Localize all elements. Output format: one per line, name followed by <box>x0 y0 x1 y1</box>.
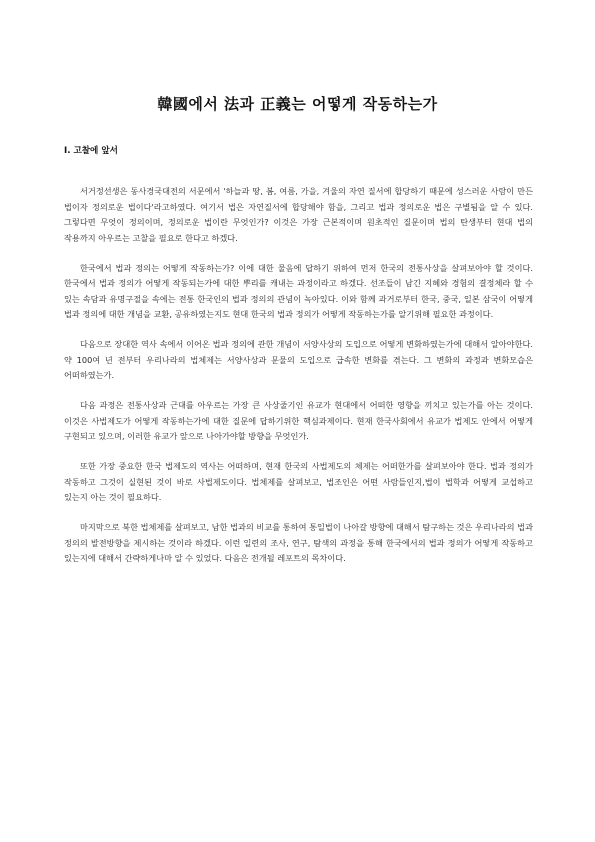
paragraph: 한국에서 법과 정의는 어떻게 작동하는가? 이에 대한 물음에 답하기 위하여 먼저 한국의 전통사상을 살펴보아야 할 것이다. 한국에서 법과 정의가 어떻게 작동되는가에 대한 뿌리를 캐내는 과정이라고 하겠다. 선조들이 남긴 지혜와 경험의 결정체라 할 수 있는 속담과 유명구절을 속에는 전통 한국인의 법과 정의의 관념이 녹아있다. 이와 함께 과거로부터 한국, 중국, 일본 삼국이 어떻게 법과 정의에 대한 개념을 교환, 공유하였는지도 현대 한국의 법과 정의가 어떻게 작동하는가를 알기위해 필요한 과정이다. <box>64 262 533 319</box>
paragraph: 또한 가장 중요한 한국 법제도의 역사는 어떠하며, 현재 한국의 사법제도의 체제는 어떠한가를 살펴보아야 한다. 법과 정의가 작동하고 그것이 실현된 것이 바로 사법제도이다. 법체제를 살펴보고, 법조인은 어떤 사람들인지,법이 법학과 어떻게 교섭하고 있는지 아는 것이 필요하다. <box>64 461 533 502</box>
paragraph: 다음 과정은 전통사상과 근대를 아우르는 가장 큰 사상줄기인 유교가 현대에서 어떠한 영향을 끼치고 있는가를 아는 것이다. 이것은 사법제도가 어떻게 작동하는가에 대한 질문에 답하기위한 핵심과제이다. 현재 한국사회에서 유교가 법제도 안에서 어떻게 구현되고 있으며, 이러한 유교가 앞으로 나아가야할 방향을 무엇인가. <box>64 400 533 441</box>
paragraph: 다음으로 장대한 역사 속에서 이어온 법과 정의에 관한 개념이 서양사상의 도입으로 어떻게 변화하였는가에 대해서 알아야한다. 약 100여 년 전부터 우리나라의 법체제는 서양사상과 문물의 도입으로 급속한 변화를 겪는다. 그 변화의 과정과 변화모습은 어떠하였는가. <box>64 339 533 380</box>
document-title: 韓國에서 法과 正義는 어떻게 작동하는가 <box>157 95 438 113</box>
paragraph: 마지막으로 북한 법체제를 살펴보고, 남한 법과의 비교를 통하여 통일법이 나아갈 방향에 대해서 탐구하는 것은 우리나라의 법과 정의의 발전방향을 제시하는 것이라 하겠다. 이런 일련의 조사, 연구, 탐색의 과정을 통해 한국에서의 법과 정의가 어떻게 작동하고 있는지에 대해서 간략하게나마 알 수 있었다. 다음은 전개될 레포트의 목차이다. <box>64 522 533 563</box>
paragraph: 서거정선생은 동사경국대전의 서문에서 '하늘과 땅, 봄, 여름, 가을, 겨울의 자연 질서에 합당하기 때문에 성스러운 사람이 만든 법이자 정의로운 법이다'라고하였다. 여기서 법은 자연질서에 합당해야 함을, 그리고 법과 정의로운 법은 구별됨을 알 수 있다. 그렇다면 무엇이 정의이며, 정의로운 법이란 무엇인가? 이것은 가장 근본적이며 원초적인 질문이며 법의 탄생부터 현대 법의 작용까지 아우르는 고찰을 필요로 한다고 하겠다. <box>64 186 533 243</box>
section-heading: Ⅰ. 고찰에 앞서 <box>64 146 118 156</box>
body-text <box>64 184 533 581</box>
